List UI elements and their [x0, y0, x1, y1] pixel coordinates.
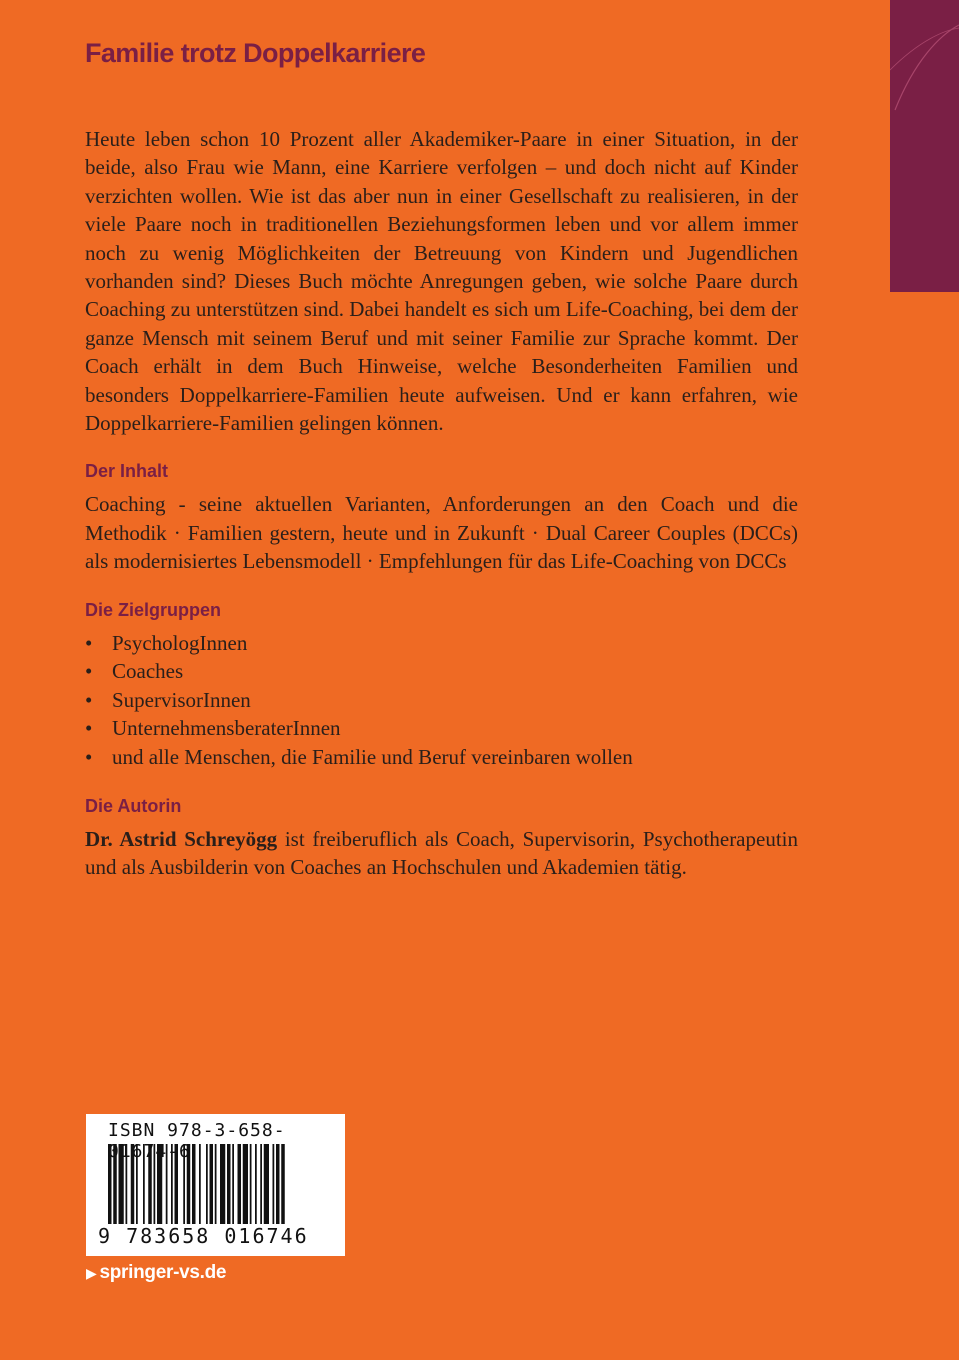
list-item-text: und alle Menschen, die Familie und Beruf vereinbaren wollen [112, 745, 633, 770]
bullet-icon: • [85, 630, 93, 655]
list-item-text: Coaches [112, 659, 184, 684]
author-name: Dr. Astrid Schreyögg [85, 826, 278, 851]
isbn-barcode-box [86, 1114, 345, 1256]
list-item-text: UnternehmensberaterInnen [112, 716, 341, 741]
bullet-icon: • [85, 659, 93, 684]
list-item [85, 629, 798, 658]
author-paragraph [85, 825, 798, 882]
list-item [85, 657, 798, 686]
list-item [85, 714, 798, 743]
book-title: Familie trotz Doppelkarriere [85, 38, 426, 68]
publisher-url: springer-vs.de [99, 1262, 227, 1283]
bullet-icon: • [85, 716, 93, 741]
list-item [85, 686, 798, 715]
barcode-graphic [108, 1144, 326, 1226]
back-cover-content [85, 125, 798, 881]
barcode-digits: 9 783658 016746 [98, 1224, 309, 1248]
publisher-link[interactable] [86, 1262, 226, 1284]
contents-text: Coaching - seine aktuellen Varianten, Anforderungen an den Coach und die Methodik · Familien gestern, heute und in Zukunft · Dual Career Couples (DCCs) als modernisiertes Lebensmodell · Empfehlungen für das Life-Coaching von DCCs [85, 492, 798, 574]
corner-accent-block [890, 0, 959, 292]
audience-heading: Die Zielgruppen [85, 599, 222, 620]
arrow-right-icon: ▶ [86, 1265, 97, 1281]
author-heading: Die Autorin [85, 795, 182, 816]
corner-swirl-graphic [890, 0, 959, 292]
list-item-text: SupervisorInnen [112, 687, 251, 712]
contents-heading: Der Inhalt [85, 461, 169, 482]
list-item-text: PsychologInnen [112, 630, 248, 655]
author-bio: ist freiberuflich als Coach, Supervisorin, Psychotherapeutin und als Ausbilderin von Coaches an Hochschulen und Akademien tätig. [85, 826, 798, 880]
list-item [85, 743, 798, 772]
bullet-icon: • [85, 687, 93, 712]
bullet-icon: • [85, 745, 93, 770]
audience-list [85, 629, 798, 772]
isbn-label: ISBN 978-3-658- 674-6 [108, 1120, 286, 1162]
intro-paragraph: Heute leben schon 10 Prozent aller Akademiker-Paare in einer Situation, in der beide, also Frau wie Mann, eine Karriere verfolgen – und doch nicht auf Kinder verzichten wollen. Wie ist das aber nun in einer Gesellschaft zu realisieren, in der viele Paare noch in traditionellen Beziehungsformen leben und vor allem immer noch zu wenig Möglichkeiten der Betreuung von Kindern und Jugendlichen vorhanden sind? Dieses Buch möchte Anregungen geben, wie solche Paare durch Coaching zu unterstützen sind. Dabei handelt es sich um Life-Coaching, bei dem der ganze Mensch mit seinem Beruf und mit seiner Familie zur Sprache kommt. Der Coach erhält in dem Buch Hinweise, welche Besonderheiten Familien und besonders Doppelkarriere-Familien heute aufweisen. Und er kann erfahren, wie Doppelkarriere-Familien gelingen können. [85, 127, 798, 436]
